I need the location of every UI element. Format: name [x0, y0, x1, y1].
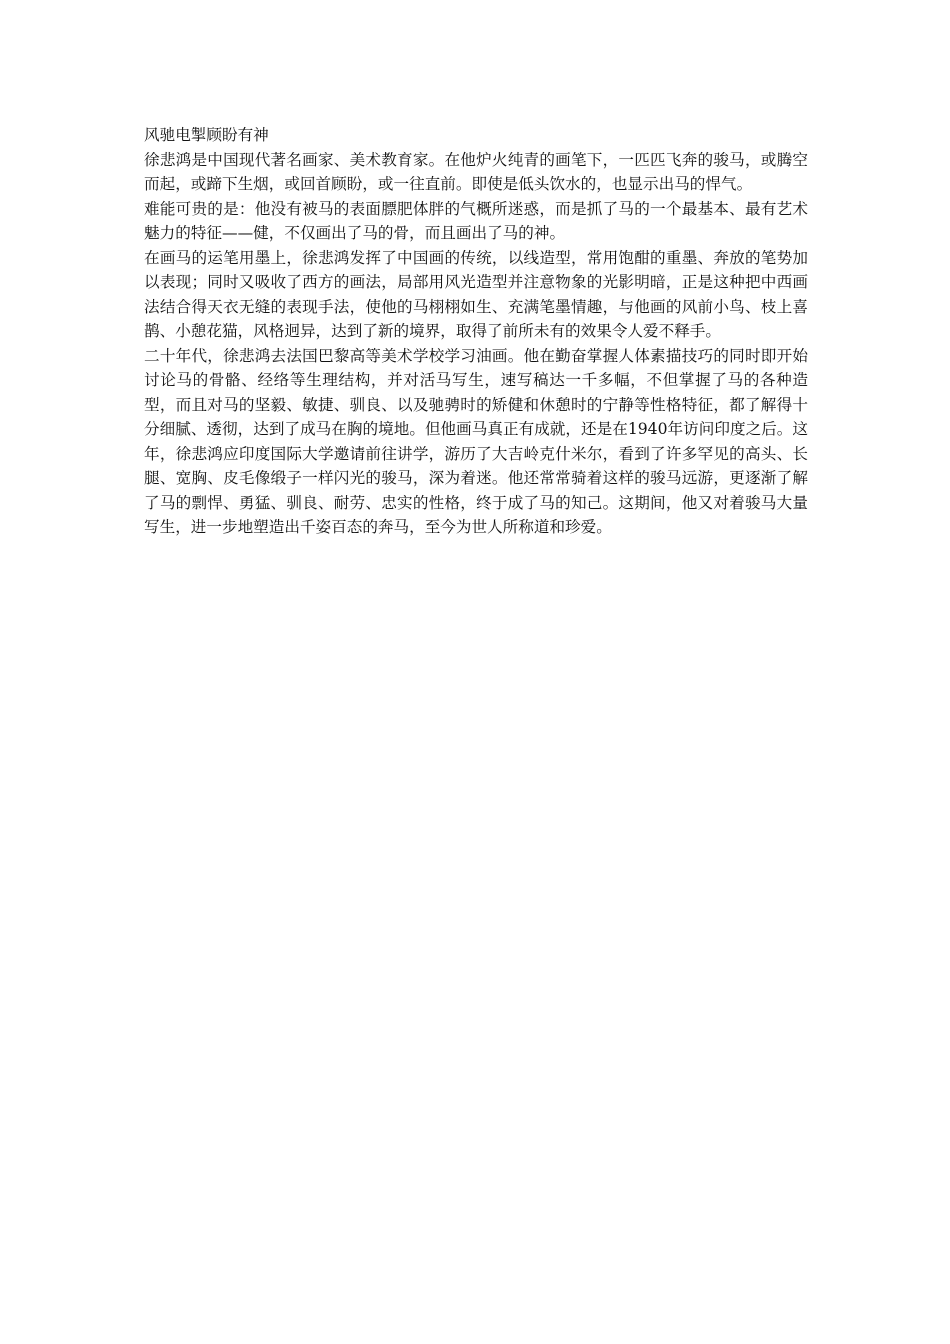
paragraph-1: 徐悲鸿是中国现代著名画家、美术教育家。在他炉火纯青的画笔下，一匹匹飞奔的骏马，或腾空而起，或蹄下生烟，或回首顾盼，或一往直前。即使是低头饮水的，也显示出马的悍气。 [144, 150, 808, 193]
paragraph-3: 在画马的运笔用墨上，徐悲鸿发挥了中国画的传统，以线造型，常用饱酣的重墨、奔放的笔势加以表现；同时又吸收了西方的画法，局部用风光造型并注意物象的光影明暗，正是这种把中西画法结合得天衣无缝的表现手法，使他的马栩栩如生、充满笔墨情趣，与他画的风前小鸟、枝上喜鹊、小憩花猫，风格迥异，达到了新的境界，取得了前所未有的效果令人爱不释手。 [144, 248, 808, 340]
document-body [144, 123, 808, 540]
paragraph-2: 难能可贵的是：他没有被马的表面膘肥体胖的气概所迷惑，而是抓了马的一个最基本、最有艺术魅力的特征——健，不仅画出了马的骨，而且画出了马的神。 [144, 199, 808, 242]
document-title: 风驰电掣顾盼有神 [144, 126, 269, 144]
paragraph-4: 二十年代，徐悲鸿去法国巴黎高等美术学校学习油画。他在勤奋掌握人体素描技巧的同时即开始讨论马的骨骼、经络等生理结构，并对活马写生，速写稿达一千多幅，不但掌握了马的各种造型，而且对马的坚毅、敏捷、驯良、以及驰骋时的矫健和休憩时的宁静等性格特征，都了解得十分细腻、透彻，达到了成马在胸的境地。但他画马真正有成就，还是在1940年访问印度之后。这年，徐悲鸿应印度国际大学邀请前往讲学，游历了大吉岭克什米尔，看到了许多罕见的高头、长腿、宽胸、皮毛像缎子一样闪光的骏马，深为着迷。他还常常骑着这样的骏马远游，更逐渐了解了马的剽悍、勇猛、驯良、耐劳、忠实的性格，终于成了马的知己。这期间，他又对着骏马大量写生，进一步地塑造出千姿百态的奔马，至今为世人所称道和珍爱。 [144, 346, 808, 536]
